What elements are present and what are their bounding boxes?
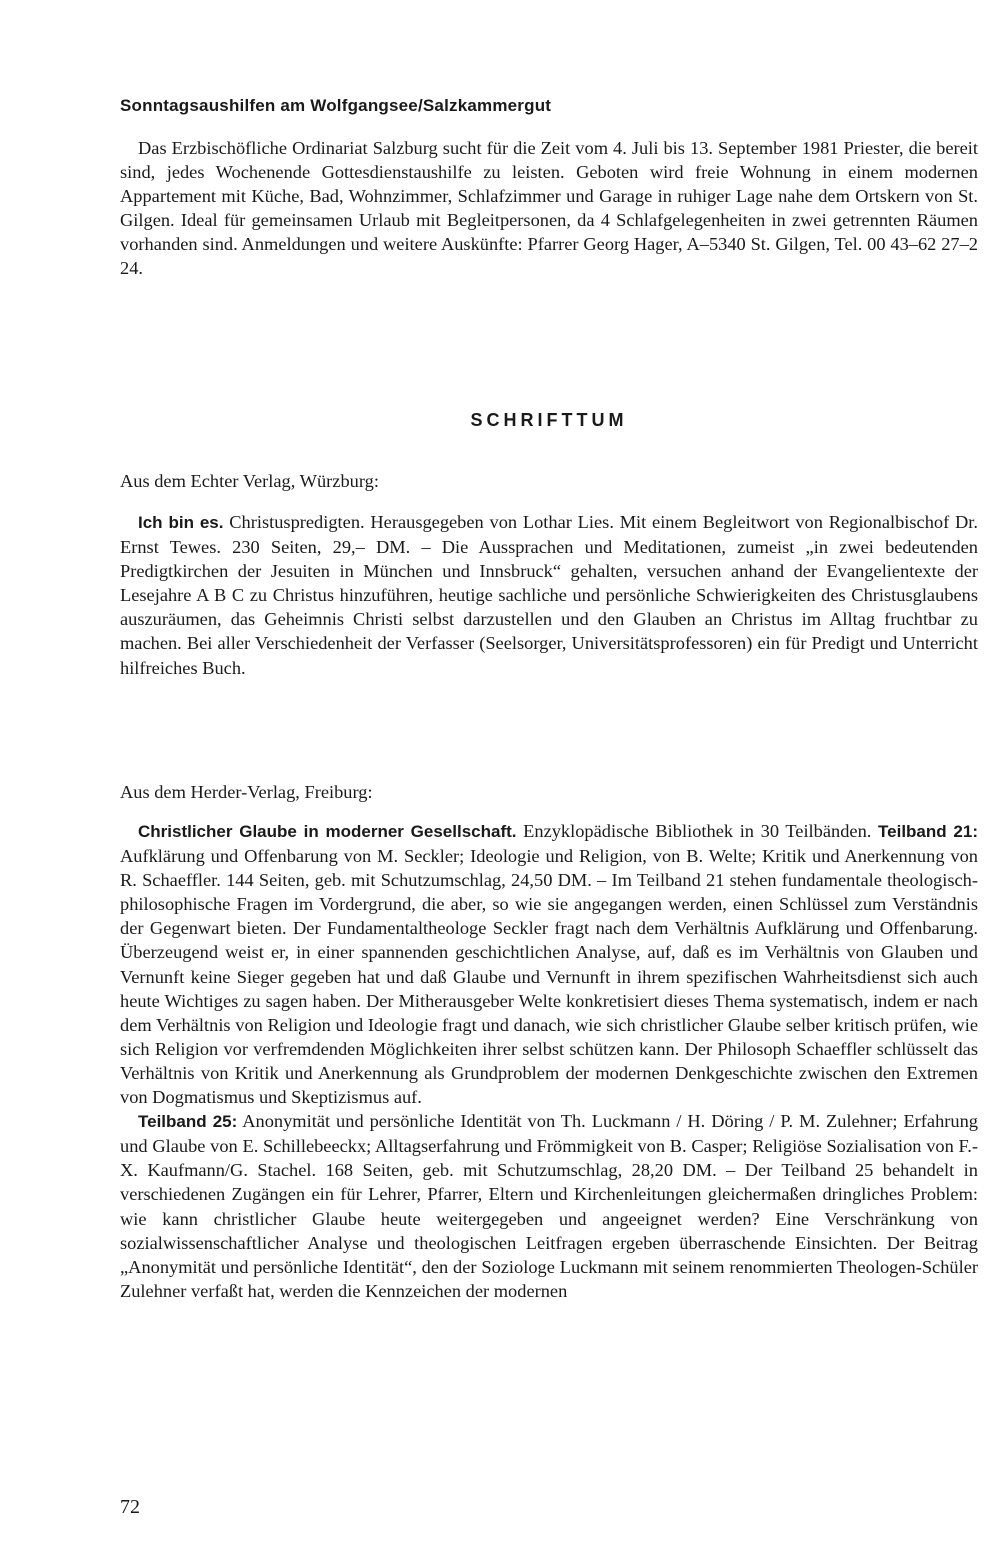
notice-heading: Sonntagsaushilfen am Wolfgangsee/Salzkammergut <box>120 96 552 115</box>
review-paragraph-vol25 <box>120 1109 978 1303</box>
volume-label: Teilband 25: <box>138 1112 238 1132</box>
book-title: Ich bin es. <box>138 513 224 532</box>
book-title: Christlicher Glaube in moderner Gesellschaft. <box>138 822 517 841</box>
review-ich-bin-es <box>120 510 978 680</box>
review-paragraph <box>120 510 978 680</box>
review-text: Anonymität und persönliche Identität von Th. Luckmann / H. Döring / P. M. Zulehner; Erfahrung und Glaube von E. Schillebeeckx; Alltagserfahrung und Frömmigkeit von B. Casper; Religiöse Sozialisation von F.-X. Kaufmann/G. Stachel. 168 Seiten, geb. mit Schutzumschlag, 28,20 DM. – Der Teilband 25 behandelt in verschiedenen Zugängen ein für Lehrer, Pfarrer, Eltern und Kirchenleitungen gleichermaßen dringliches Problem: wie kann christlicher Glaube heute weitergegeben und angeeignet werden? Eine Verschränkung von sozialwissenschaftlicher Analyse und theologischen Leitfragen ergeben überraschende Einsichten. Der Beitrag „Anonymität und persönliche Identität“, den der Soziologe Luckmann mit seinem renommierten Theologen-Schüler Zulehner verfaßt hat, werden die Kennzeichen der modernen <box>120 1111 978 1301</box>
review-text: Christuspredigten. Herausgegeben von Lothar Lies. Mit einem Begleitwort von Regionalbischof Dr. Ernst Tewes. 230 Seiten, 29,– DM. – Die Aussprachen und Meditationen, zumeist „in zwei bedeutenden Predigtkirchen der Jesuiten in München und Innsbruck“ gehalten, versuchen anhand der Evangelientexte der Lesejahre A B C zu Christus hinzuführen, heutige sachliche und persönliche Schwierigkeiten des Christusglaubens auszuräumen, das Geheimnis Christi selbst darzustellen und den Glauben an Christus im Alltag fruchtbar zu machen. Bei aller Verschiedenheit der Verfasser (Seelsorger, Universitätsprofessoren) ein für Predigt und Unterricht hilfreiches Buch. <box>120 512 978 678</box>
notice-body: Das Erzbischöfliche Ordinariat Salzburg sucht für die Zeit vom 4. Juli bis 13. September 1981 Priester, die bereit sind, jedes Wochenende Gottesdienstaushilfe zu leisten. Geboten wird freie Wohnung in einem modernen Appartement mit Küche, Bad, Wohnzimmer, Schlafzimmer und Garage in ruhiger Lage nahe dem Ortskern von St. Gilgen. Ideal für gemeinsamen Urlaub mit Begleitpersonen, da 4 Schlafgelegenheiten in zwei getrennten Räumen vorhanden sind. Anmeldungen und weitere Auskünfte: Pfarrer Georg Hager, A–5340 St. Gilgen, Tel. 00 43–62 27–2 24. <box>120 138 978 279</box>
publisher-herder: Aus dem Herder-Verlag, Freiburg: <box>120 782 373 802</box>
page-number: 72 <box>120 1496 140 1518</box>
review-text: Aufklärung und Offenbarung von M. Seckler; Ideologie und Religion, von B. Welte; Kritik und Anerkennung von R. Schaeffler. 144 Seiten, geb. mit Schutzumschlag, 24,50 DM. – Im Teilband 21 stehen fundamentale theologisch-philosophische Fragen im Vordergrund, die aber, so wie sie angegangen werden, einen Schlüssel zum Verständnis der Gegenwart bieten. Der Fundamentaltheologe Seckler fragt nach dem Verhältnis Aufklärung und Offenbarung. Überzeugend weist er, in einer spannenden geschichtlichen Analyse, auf, daß es im Verhältnis von Glauben und Vernunft keine Sieger gegeben hat und daß Glaube und Vernunft in ihrem spezifischen Wahrheitsdienst sich auch heute Wichtiges zu sagen haben. Der Mitherausgeber Welte konkretisiert dieses Thema systematisch, indem er nach dem Verhältnis von Religion und Ideologie fragt und danach, wie sich christlicher Glaube selber kritisch prüfen, wie sich Religion vor verfremdenden Möglichkeiten ihrer selbst schützen kann. Der Philosoph Schaeffler schlüsselt das Verhältnis von Kritik und Anerkennung als Grundproblem der modernen Denkgeschichte zwischen den Extremen von Dogmatismus und Skeptizismus auf. <box>120 846 978 1108</box>
review-paragraph-vol21 <box>120 819 978 1109</box>
review-text: Enzyklopädische Bibliothek in 30 Teilbänden. <box>516 821 879 841</box>
publisher-echter: Aus dem Echter Verlag, Würzburg: <box>120 471 379 491</box>
volume-label: Teilband 21: <box>878 822 978 841</box>
review-christlicher-glaube <box>120 819 978 1303</box>
notice-section <box>120 96 978 281</box>
section-title: SCHRIFTTUM <box>470 410 628 430</box>
